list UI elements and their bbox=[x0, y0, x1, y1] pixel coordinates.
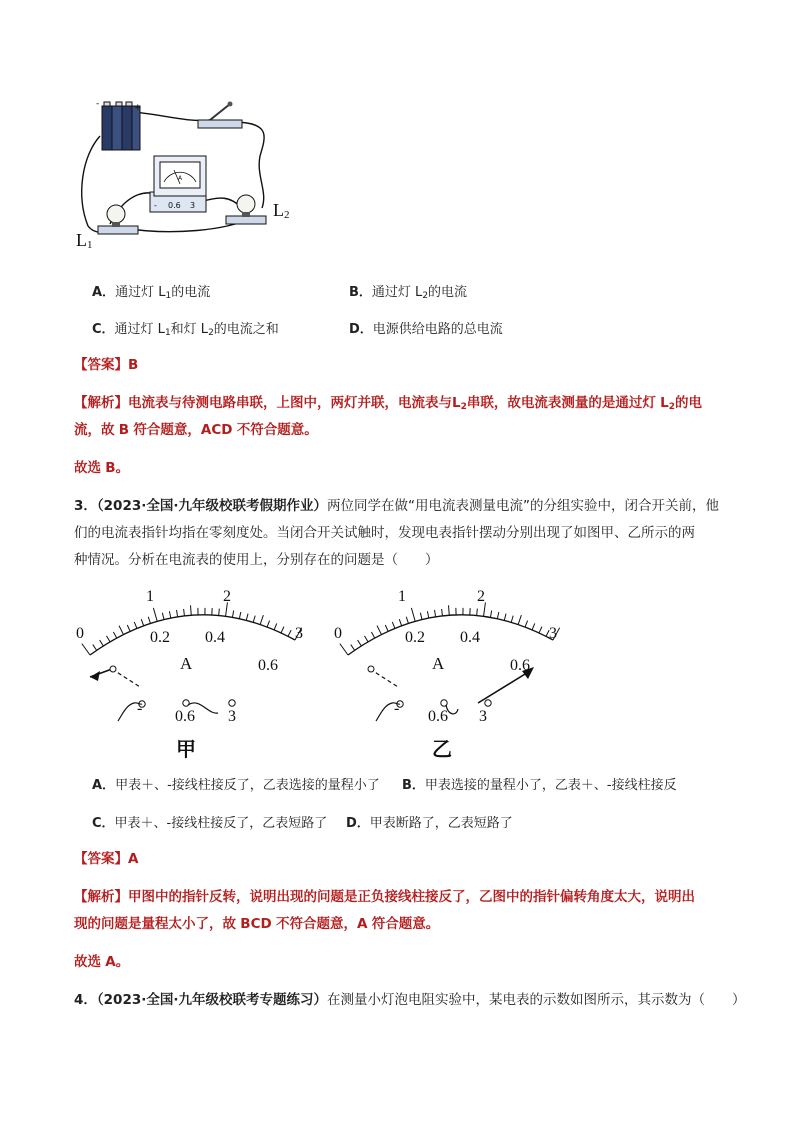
q2-option-a[interactable]: A．通过灯 $L_1$的电流 bbox=[92, 285, 211, 301]
battery-plus-label: + bbox=[134, 103, 142, 113]
scale-tick bbox=[246, 614, 248, 621]
yi-scale-3: 3 bbox=[549, 625, 557, 642]
scale-tick bbox=[539, 627, 542, 633]
lamp-l2 bbox=[226, 195, 266, 224]
q3-stem-line3: 种情况。分析在电流表的使用上，分别存在的问题是（ ） bbox=[74, 552, 439, 568]
yi-terminal-minus: - bbox=[394, 700, 400, 717]
yi-scale-06: 0.6 bbox=[510, 657, 530, 674]
q2-option-d[interactable]: D．电源供给电路的总电流 bbox=[349, 322, 503, 337]
scale-tick bbox=[365, 636, 369, 642]
label-yi: 乙 bbox=[432, 737, 452, 761]
jia-terminal-3: 3 bbox=[228, 708, 236, 725]
scale-tick bbox=[93, 645, 97, 651]
q3-option-a[interactable]: A．甲表＋、-接线柱接反了，乙表选接的量程小了 bbox=[92, 778, 380, 793]
scale-tick bbox=[525, 621, 527, 628]
jia-unit: A bbox=[180, 654, 193, 673]
scale-tick bbox=[406, 617, 408, 624]
jia-scale-02: 0.2 bbox=[150, 629, 170, 646]
scale-tick bbox=[82, 644, 90, 655]
scale-tick bbox=[219, 609, 220, 616]
scale-tick bbox=[449, 605, 450, 615]
scale-tick bbox=[427, 611, 428, 618]
yi-terminal-06: 0.6 bbox=[428, 708, 448, 725]
scale-tick bbox=[141, 619, 143, 626]
yi-scale-2: 2 bbox=[477, 588, 485, 605]
scale-tick bbox=[377, 626, 381, 635]
ammeter-3-label: 3 bbox=[190, 201, 196, 210]
scale-tick bbox=[518, 615, 521, 624]
q2-analysis-line2: 流，故 B 符合题意，ACD 不符合题意。 bbox=[74, 422, 318, 438]
scale-tick bbox=[184, 609, 185, 616]
jia-terminal-06: 0.6 bbox=[175, 708, 195, 725]
yi-scale-02: 0.2 bbox=[405, 629, 425, 646]
scale-tick bbox=[399, 619, 401, 626]
q2-analysis-line1: 【解析】电流表与待测电路串联，上图中，两灯并联，电流表与$L_2$串联，故电流表测量的是通过灯 $L_2$的电 bbox=[74, 395, 703, 412]
lamp-l1 bbox=[98, 205, 138, 234]
q3-meters-figure bbox=[60, 585, 580, 760]
scale-tick bbox=[358, 640, 362, 646]
scale-tick bbox=[162, 613, 164, 620]
yi-scale-04: 0.4 bbox=[460, 629, 480, 646]
knife-switch bbox=[198, 102, 242, 129]
scale-tick bbox=[239, 612, 240, 619]
q4-stem: 4．（2023·全国·九年级校联考专题练习）在测量小灯泡电阻实验中，某电表的示数如图所示，其示数为（ ） bbox=[74, 992, 746, 1008]
scale-tick bbox=[267, 621, 269, 628]
scale-tick bbox=[253, 616, 255, 623]
q3-option-c[interactable]: C．甲表＋、-接线柱接反了，乙表短路了 bbox=[92, 816, 328, 831]
q3-option-d[interactable]: D．甲表断路了，乙表短路了 bbox=[346, 816, 513, 831]
q3-analysis-line2: 现的问题是量程太小了，故 BCD 不符合题意，A 符合题意。 bbox=[74, 916, 440, 932]
scale-tick bbox=[260, 615, 263, 624]
q3-answer: 【答案】A bbox=[74, 851, 139, 867]
scale-tick bbox=[148, 617, 150, 624]
scale-tick bbox=[232, 611, 233, 618]
q3-option-b[interactable]: B．甲表选接的量程小了，乙表＋、-接线柱接反 bbox=[402, 778, 677, 793]
ammeter-unit-label: A bbox=[178, 175, 183, 182]
q2-option-c[interactable]: C．通过灯 $L_1$和灯 $L_2$的电流之和 bbox=[92, 322, 279, 338]
scale-tick bbox=[169, 611, 170, 618]
circuit-diagram bbox=[70, 96, 310, 256]
scale-tick bbox=[371, 632, 374, 638]
q2-option-b[interactable]: B．通过灯 $L_2$的电流 bbox=[349, 285, 468, 301]
scale-tick bbox=[153, 608, 157, 621]
yi-terminal-3: 3 bbox=[479, 708, 487, 725]
jia-scale-06: 0.6 bbox=[258, 657, 278, 674]
scale-tick bbox=[281, 627, 284, 633]
scale-tick bbox=[134, 622, 137, 628]
scale-tick bbox=[113, 632, 116, 638]
scale-tick bbox=[340, 644, 348, 655]
scale-tick bbox=[288, 630, 291, 636]
q3-conclusion: 故选 A。 bbox=[74, 954, 130, 970]
q2-conclusion: 故选 B。 bbox=[74, 460, 130, 476]
scale-tick bbox=[504, 614, 506, 621]
jia-scale-3: 3 bbox=[295, 625, 303, 642]
ammeter-06-label: 0.6 bbox=[168, 201, 181, 210]
ammeter-minus-label: - bbox=[154, 201, 157, 210]
scale-tick bbox=[420, 613, 422, 620]
scale-tick bbox=[490, 611, 491, 618]
q3-stem-line1: 3．（2023·全国·九年级校联考假期作业）两位同学在做“用电流表测量电流”的分组实验中，闭合开关前，他 bbox=[74, 498, 719, 514]
scale-tick bbox=[127, 625, 130, 631]
scale-tick bbox=[100, 640, 104, 646]
battery-minus-label: - bbox=[96, 99, 100, 109]
scale-tick bbox=[119, 626, 123, 635]
q2-answer: 【答案】B bbox=[74, 357, 139, 373]
jia-scale-1: 1 bbox=[146, 588, 154, 605]
jia-scale-2: 2 bbox=[223, 588, 231, 605]
circuit-figure bbox=[70, 96, 310, 256]
scale-tick bbox=[274, 623, 277, 629]
scale-tick bbox=[511, 616, 513, 623]
l1-label: L1 bbox=[76, 230, 93, 251]
l2-label: L2 bbox=[273, 200, 290, 221]
q3-stem-line2: 们的电流表指针均指在零刻度处。当闭合开关试触时，发现电表指针摆动分别出现了如图甲、乙所示的两 bbox=[74, 525, 695, 541]
yi-scale-1: 1 bbox=[398, 588, 406, 605]
jia-scale-0: 0 bbox=[76, 625, 84, 642]
jia-terminal-minus: - bbox=[137, 700, 143, 717]
scale-tick bbox=[385, 625, 388, 631]
scale-tick bbox=[392, 622, 395, 628]
yi-unit: A bbox=[432, 654, 445, 673]
scale-tick bbox=[497, 612, 498, 619]
label-jia: 甲 bbox=[176, 737, 196, 761]
scale-tick bbox=[107, 636, 111, 642]
scale-tick bbox=[442, 609, 443, 616]
scale-tick bbox=[532, 623, 535, 629]
scale-tick bbox=[435, 610, 436, 617]
yi-scale-0: 0 bbox=[334, 625, 342, 642]
jia-scale-04: 0.4 bbox=[205, 629, 225, 646]
scale-tick bbox=[411, 608, 415, 621]
scale-tick bbox=[351, 645, 355, 651]
scale-tick bbox=[191, 605, 192, 615]
q3-analysis-line1: 【解析】甲图中的指针反转，说明出现的问题是正负接线柱接反了，乙图中的指针偏转角度太大，说明出 bbox=[74, 889, 695, 905]
scale-tick bbox=[177, 610, 178, 617]
scale-tick bbox=[477, 609, 478, 616]
